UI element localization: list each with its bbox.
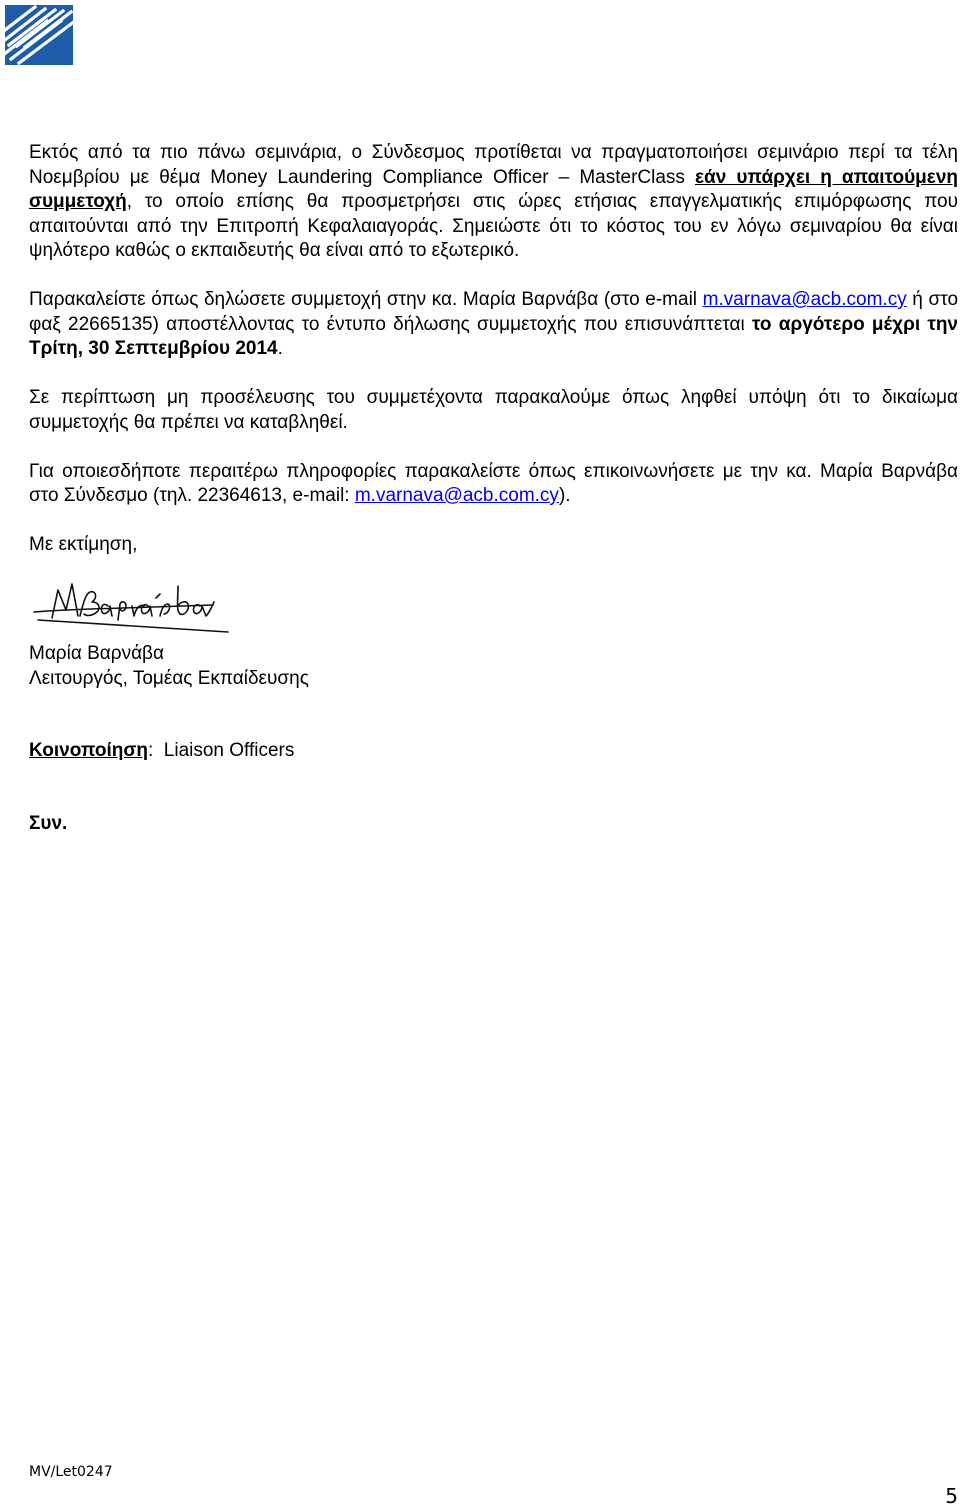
email-link[interactable]: m.varnava@acb.com.cy bbox=[702, 289, 907, 310]
handwritten-signature bbox=[28, 576, 238, 640]
paragraph-no-show: Σε περίπτωση μη προσέλευσης του συμμετέχοντα παρακαλούμε όπως ληφθεί υπόψη ότι το δικαίωμα συμμετοχής θα πρέπει να καταβληθεί. bbox=[29, 387, 958, 433]
contact-email-link[interactable]: m.varnava@acb.com.cy bbox=[354, 485, 559, 506]
paragraph-seminar: Εκτός από τα πιο πάνω σεμινάρια, ο Σύνδεσμος προτίθεται να πραγματοποιήσει σεμινάριο περί τα τέλη Νοεμβρίου με θέμα Money Laundering Compliance Officer – MasterClass εάν υπάρχει η απαιτούμενη συμμετοχή, το οποίο επίσης θα προσμετρήσει στις ώρες ετήσιας επαγγελματικής επιμόρφωσης που απαιτούνται από την Επιτροπή Κεφαλαιαγοράς. Σημειώστε ότι το κόστος του εν λόγω σεμιναρίου θα είναι ψηλότερο καθώς ο εκπαιδευτής θα είναι από το εξωτερικό. bbox=[29, 142, 958, 261]
footer-reference: MV/Let0247 bbox=[29, 1464, 113, 1480]
paragraph-registration: Παρακαλείστε όπως δηλώσετε συμμετοχή στην κα. Μαρία Βαρνάβα (στο e-mail m.varnava@acb.com.cy ή στο φαξ 22665135) αποστέλλοντας το έντυπο δήλωσης συμμετοχής που επισυνάπτεται το αργότερο μέχρι την Τρίτη, 30 Σεπτεμβρίου 2014. bbox=[29, 289, 959, 359]
letter-body bbox=[29, 141, 958, 558]
enclosure-label: Συν. bbox=[29, 813, 68, 834]
signatory-block bbox=[29, 642, 309, 691]
cc-value: Liaison Officers bbox=[163, 740, 295, 761]
closing: Με εκτίμηση, bbox=[29, 534, 138, 555]
paragraph-contact: Για οποιεσδήποτε περαιτέρω πληροφορίες παρακαλείστε όπως επικοινωνήσετε με την κα. Μαρία Βαρνάβα στο Σύνδεσμο (τηλ. 22364613, e-mail: m.varnava@acb.com.cy). bbox=[29, 460, 958, 506]
participation-condition: εάν υπάρχει η απαιτούμενη συμμετοχή bbox=[29, 166, 958, 212]
page-number: 5 bbox=[945, 1484, 958, 1508]
deadline: το αργότερο μέχρι την Τρίτη, 30 Σεπτεμβρίου 2014 bbox=[29, 313, 958, 359]
association-logo bbox=[5, 5, 73, 65]
cc-label: Κοινοποίηση bbox=[29, 740, 148, 761]
signatory-name: Μαρία Βαρνάβα bbox=[29, 643, 164, 664]
signatory-title: Λειτουργός, Τομέας Εκπαίδευσης bbox=[29, 667, 309, 689]
cc-line: Κοινοποίηση: Liaison Officers bbox=[29, 740, 295, 761]
